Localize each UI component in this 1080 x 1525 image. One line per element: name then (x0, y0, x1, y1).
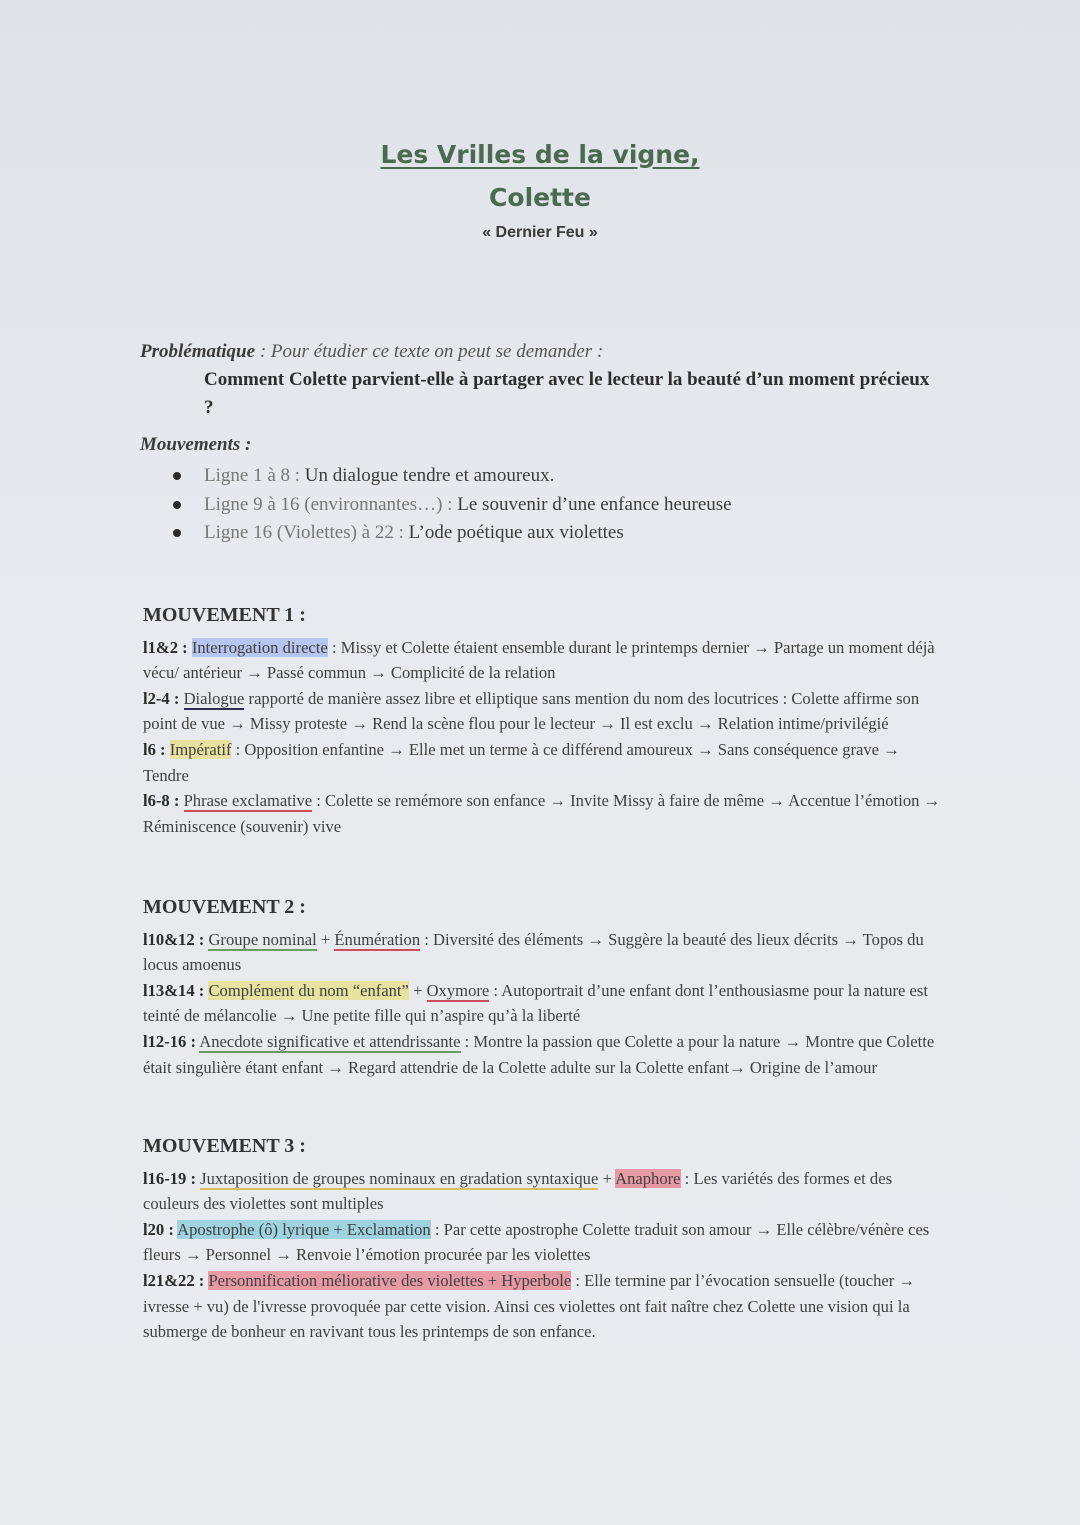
analysis-paragraph (143, 1217, 943, 1268)
connector-text: + (316, 929, 335, 949)
analysis-paragraph (143, 1029, 943, 1080)
figure-highlight: Complément du nom “enfant” (208, 980, 409, 1000)
bullet-icon (173, 529, 181, 537)
mouvement-1-section (143, 603, 943, 839)
mouvements-label: Mouvements : (140, 434, 252, 455)
analysis-text: : Colette se remémore son enfance → Invite Missy à faire de même → Accentue l’émotion → Réminiscence (souvenir) vive (143, 791, 941, 836)
figure-highlight: Anaphore (615, 1168, 681, 1188)
problematique-label: Problématique (140, 341, 256, 362)
analysis-paragraph (143, 927, 943, 978)
bullet-icon (173, 472, 181, 480)
analysis-paragraph (143, 978, 943, 1029)
list-item (170, 491, 732, 520)
figure-highlight: Impératif (169, 739, 232, 759)
list-item (170, 519, 732, 548)
analysis-text: : Montre la passion que Colette a pour la nature → Montre que Colette était singulière étant enfant → Regard attendrie de la Colette adulte sur la Colette enfant→ Origine de l’amour (143, 1031, 935, 1077)
line-ref: l10&12 : (143, 929, 205, 949)
figure-highlight: Énumération (334, 929, 421, 949)
mouvement-2-section (143, 895, 943, 1080)
list-item-text: Le souvenir d’une enfance heureuse (452, 493, 732, 515)
analysis-text: : Diversité des éléments → Suggère la beauté des lieux décrits → Topos du locus amoenus (143, 929, 924, 975)
analysis-text: : Autoportrait d’une enfant dont l’enthousiasme pour la nature est teinté de mélancolie → Une petite fille qui n’aspire qu’à la liberté (143, 980, 928, 1026)
analysis-text: rapporté de manière assez libre et elliptique sans mention du nom des locutrices : Colette affirme son point de vue → Missy proteste → Rend la scène flou pour le lecteur → Il est exclu → Relation intime/privilégié (143, 688, 920, 734)
list-item (170, 462, 732, 491)
mouvements-list (170, 462, 732, 548)
analysis-text: : Elle termine par l’évocation sensuelle (toucher → ivresse + vu) de l'ivresse provoquée par cette vision. Ainsi ces violettes ont fait naître chez Colette une vision qui la submerge de bonheur en ravivant tous les printemps de son enfance. (143, 1270, 915, 1342)
list-item-ref: Ligne 1 à 8 : (204, 465, 301, 486)
figure-highlight: Anecdote significative et attendrissante (199, 1031, 461, 1051)
connector-text: + (598, 1168, 616, 1188)
line-ref: l20 : (143, 1219, 174, 1239)
analysis-paragraph (143, 1268, 943, 1345)
figure-highlight: Phrase exclamative (183, 791, 313, 811)
figure-highlight: Juxtaposition de groupes nominaux en gradation syntaxique (200, 1168, 599, 1188)
problematique-question: Comment Colette parvient-elle à partager avec le lecteur la beauté d’un moment précieux ? (204, 369, 930, 418)
line-ref: l21&22 : (143, 1270, 205, 1290)
line-ref: l2-4 : (143, 688, 180, 708)
analysis-text: : Les variétés des formes et des couleurs des violettes sont multiples (143, 1168, 893, 1214)
connector-text: + (408, 980, 427, 1000)
figure-highlight: Groupe nominal (208, 929, 317, 949)
line-ref: l12-16 : (143, 1031, 196, 1051)
analysis-paragraph (143, 635, 943, 686)
figure-highlight: Interrogation directe (191, 637, 328, 657)
line-ref: l1&2 : (143, 637, 188, 657)
figure-highlight: Oxymore (426, 980, 490, 1000)
problematique-block (140, 338, 940, 422)
mouvement-2-heading: MOUVEMENT 2 : (143, 896, 306, 918)
mouvement-3-heading: MOUVEMENT 3 : (143, 1135, 306, 1157)
analysis-paragraph (143, 788, 943, 839)
analysis-text: : Par cette apostrophe Colette traduit son amour → Elle célèbre/vénère ces fleurs → Personnel → Renvoie l’émotion procurée par les violettes (143, 1219, 930, 1265)
figure-highlight: Apostrophe (ô) lyrique + Exclamation (177, 1219, 431, 1239)
mouvement-3-section (143, 1134, 943, 1345)
analysis-paragraph (143, 1166, 943, 1217)
analysis-paragraph (143, 737, 943, 788)
line-ref: l16-19 : (143, 1168, 196, 1188)
mouvement-1-heading: MOUVEMENT 1 : (143, 604, 306, 626)
list-item-text: Un dialogue tendre et amoureux. (300, 465, 555, 486)
chapter-subtitle: « Dernier Feu » (482, 224, 598, 241)
analysis-text: : Opposition enfantine → Elle met un terme à ce différend amoureux → Sans conséquence grave → Tendre (143, 739, 900, 785)
title-block (0, 140, 1080, 242)
line-ref: l6-8 : (143, 791, 180, 811)
list-item-ref: Ligne 16 (Violettes) à 22 : (204, 522, 404, 543)
list-item-text: L’ode poétique aux violettes (403, 522, 624, 543)
analysis-paragraph (143, 686, 943, 737)
analysis-text: : Missy et Colette étaient ensemble durant le printemps dernier → Partage un moment déjà vécu/ antérieur → Passé commun → Complicité de la relation (143, 637, 935, 683)
line-ref: l6 : (143, 739, 166, 759)
figure-highlight: Personnification méliorative des violettes + Hyperbole (208, 1270, 572, 1290)
document-title: Les Vrilles de la vigne, (380, 140, 700, 169)
list-item-ref: Ligne 9 à 16 (environnantes…) : (204, 493, 453, 515)
line-ref: l13&14 : (143, 980, 205, 1000)
problematique-intro: : Pour étudier ce texte on peut se demander : (255, 341, 604, 362)
author-name: Colette (489, 183, 591, 212)
bullet-icon (173, 501, 181, 509)
figure-highlight: Dialogue (183, 688, 245, 708)
